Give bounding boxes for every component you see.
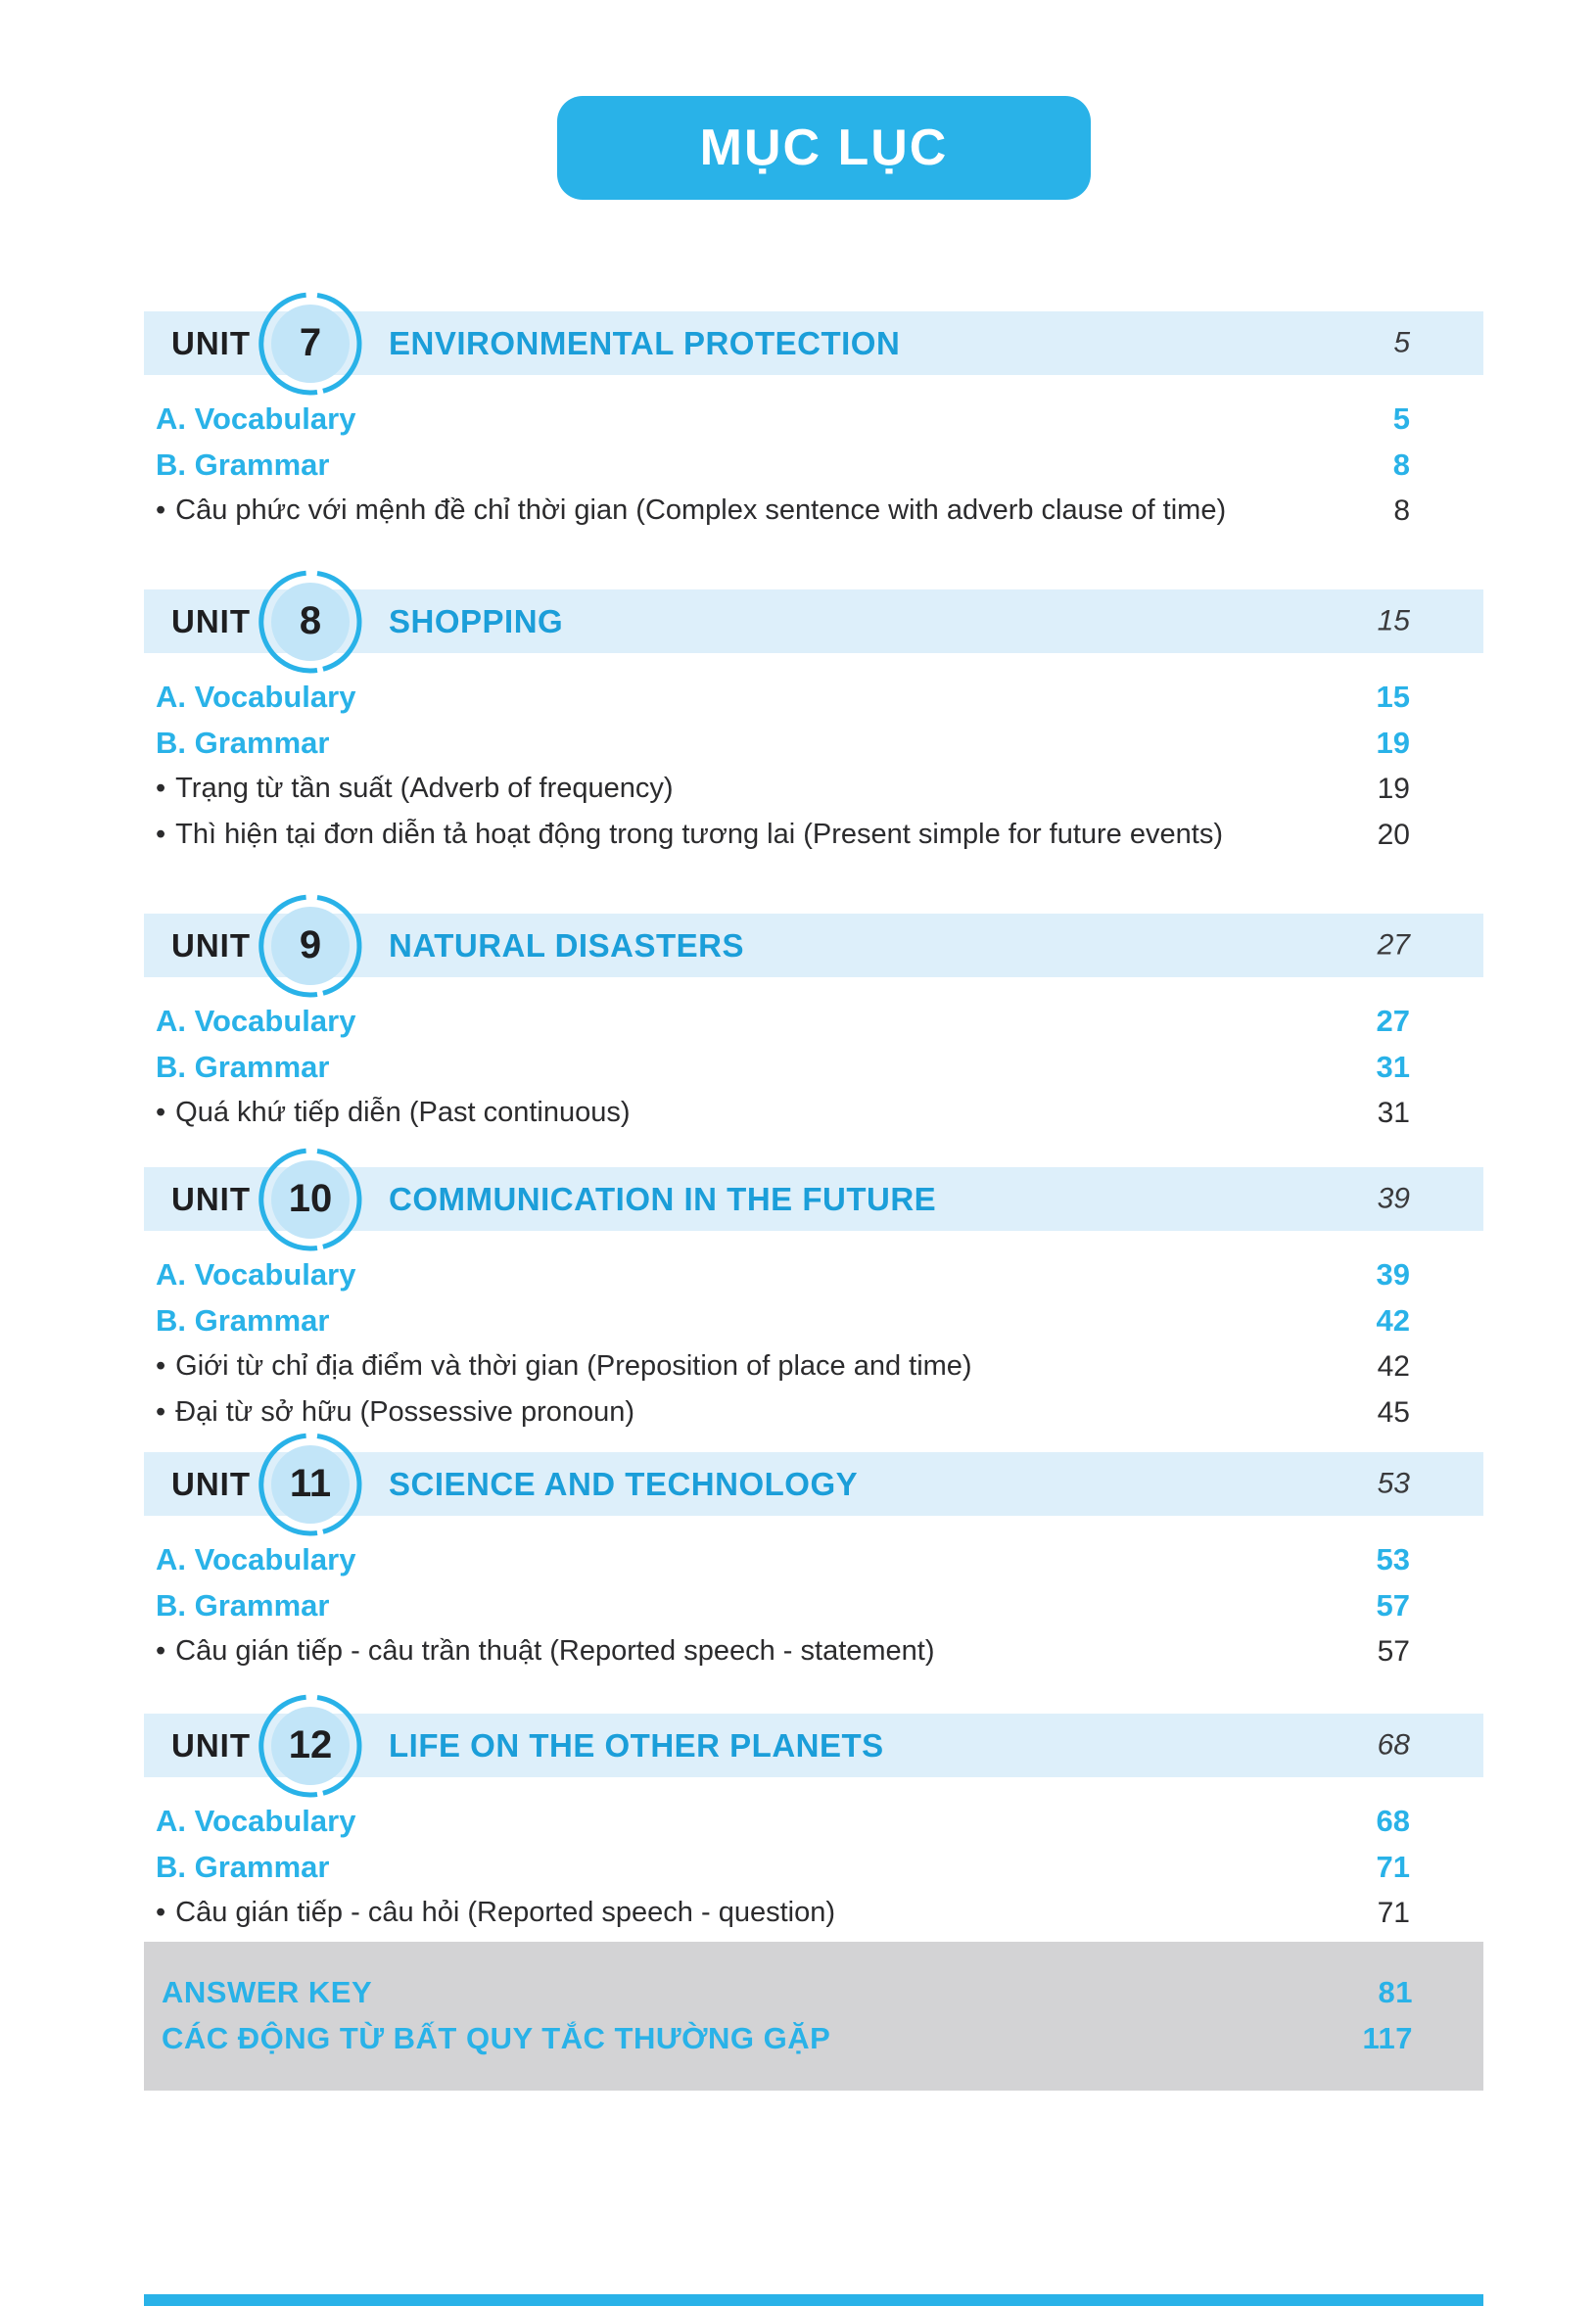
toc-row-label	[156, 1350, 1378, 1383]
unit-header-band	[144, 589, 1483, 653]
unit-number-badge	[257, 290, 364, 398]
toc-row-page-number: 45	[1377, 1395, 1410, 1429]
bullet-icon: •	[156, 1097, 166, 1128]
toc-row	[144, 1969, 1483, 2015]
bullet-icon: •	[156, 1350, 166, 1382]
toc-row	[144, 998, 1483, 1044]
toc-row-label: B. Grammar	[156, 447, 330, 482]
toc-row-page-number: 57	[1376, 1587, 1410, 1623]
toc-row-page-number: 31	[1377, 1096, 1410, 1129]
toc-row-label: A. Vocabulary	[156, 1541, 356, 1577]
unit-section-8	[144, 589, 1483, 858]
toc-row-text: Câu gián tiếp - câu hỏi (Reported speech - question)	[175, 1897, 835, 1928]
toc-row	[144, 1389, 1483, 1435]
bullet-icon: •	[156, 494, 166, 526]
page-title	[557, 96, 1091, 200]
toc-row-page-number: 20	[1377, 818, 1410, 851]
unit-rows	[144, 1536, 1483, 1674]
toc-row-label: A. Vocabulary	[156, 679, 356, 714]
toc-row	[144, 488, 1483, 534]
toc-row	[144, 674, 1483, 720]
unit-title: NATURAL DISASTERS	[389, 926, 744, 964]
unit-label: UNIT	[171, 602, 251, 639]
unit-header-band	[144, 1452, 1483, 1516]
bullet-icon: •	[156, 1396, 166, 1428]
toc-row-label: B. Grammar	[156, 1587, 330, 1623]
unit-title: LIFE ON THE OTHER PLANETS	[389, 1726, 884, 1764]
toc-row-label: B. Grammar	[156, 1849, 330, 1884]
toc-row-label: B. Grammar	[156, 1049, 330, 1084]
unit-label: UNIT	[171, 1726, 251, 1764]
toc-row-page-number: 68	[1376, 1803, 1410, 1838]
toc-row	[144, 1890, 1483, 1936]
answer-key-box	[144, 1942, 1483, 2091]
toc-row-page-number: 42	[1377, 1349, 1410, 1383]
unit-label: UNIT	[171, 324, 251, 361]
toc-row-label: B. Grammar	[156, 725, 330, 760]
toc-row-label	[156, 1396, 1378, 1429]
toc-row	[144, 1090, 1483, 1136]
unit-header-band	[144, 1167, 1483, 1231]
unit-section-9	[144, 914, 1483, 1136]
toc-row-text: Câu gián tiếp - câu trần thuật (Reported speech - statement)	[175, 1635, 935, 1667]
unit-page-number: 68	[1377, 1727, 1410, 1761]
toc-row-page-number: 57	[1377, 1634, 1410, 1668]
page-title-text: MỤC LỤC	[699, 119, 949, 176]
toc-row	[144, 1582, 1483, 1628]
unit-page-number: 27	[1377, 927, 1410, 961]
unit-label: UNIT	[171, 926, 251, 964]
unit-rows	[144, 674, 1483, 858]
toc-row-page-number: 19	[1377, 772, 1410, 805]
toc-row	[144, 766, 1483, 812]
toc-row	[144, 1044, 1483, 1090]
bullet-icon: •	[156, 1635, 166, 1667]
toc-row-text: Giới từ chỉ địa điểm và thời gian (Preposition of place and time)	[175, 1350, 972, 1382]
toc-row-page-number: 19	[1376, 725, 1410, 760]
unit-section-11	[144, 1452, 1483, 1674]
toc-row	[144, 1297, 1483, 1343]
toc-row	[144, 1628, 1483, 1674]
unit-number: 11	[289, 1462, 332, 1505]
unit-page-number: 5	[1393, 325, 1410, 358]
unit-title: SHOPPING	[389, 602, 564, 639]
toc-row-text: Quá khứ tiếp diễn (Past continuous)	[175, 1097, 631, 1128]
toc-row-page-number: 71	[1376, 1849, 1410, 1884]
bullet-icon: •	[156, 773, 166, 804]
toc-row-label	[156, 1635, 1378, 1668]
unit-title: SCIENCE AND TECHNOLOGY	[389, 1465, 859, 1502]
toc-row-page-number: 8	[1393, 494, 1410, 527]
toc-row	[144, 2015, 1483, 2061]
unit-label: UNIT	[171, 1465, 251, 1502]
unit-number: 7	[299, 321, 322, 364]
unit-number: 9	[299, 923, 322, 966]
toc-row-page-number: 42	[1376, 1302, 1410, 1338]
unit-page-number: 53	[1377, 1466, 1410, 1499]
bottom-accent-bar	[144, 2294, 1483, 2306]
unit-page-number: 15	[1377, 603, 1410, 636]
toc-row-label: CÁC ĐỘNG TỪ BẤT QUY TẮC THƯỜNG GẶP	[162, 2020, 831, 2055]
toc-row-page-number: 81	[1378, 1974, 1413, 2009]
bullet-icon: •	[156, 1897, 166, 1928]
toc-row	[144, 1798, 1483, 1844]
toc-row	[144, 720, 1483, 766]
unit-header-band	[144, 1714, 1483, 1777]
unit-rows	[144, 1798, 1483, 1936]
toc-row-page-number: 5	[1392, 400, 1410, 436]
unit-page-number: 39	[1377, 1181, 1410, 1214]
toc-row-label	[156, 1097, 1378, 1129]
toc-row	[144, 1536, 1483, 1582]
toc-row-text: Đại từ sở hữu (Possessive pronoun)	[175, 1396, 635, 1428]
toc-row-label	[156, 1897, 1378, 1929]
toc-row-text: Trạng từ tần suất (Adverb of frequency)	[175, 773, 674, 804]
bullet-icon: •	[156, 819, 166, 850]
unit-title: COMMUNICATION IN THE FUTURE	[389, 1180, 937, 1217]
toc-row	[144, 1343, 1483, 1389]
unit-header-band	[144, 914, 1483, 977]
toc-row-page-number: 27	[1376, 1003, 1410, 1038]
unit-section-7	[144, 311, 1483, 534]
toc-row-page-number: 117	[1362, 2020, 1413, 2055]
toc-row-page-number: 8	[1392, 447, 1410, 482]
unit-number-badge	[257, 1431, 364, 1538]
toc-row-label	[156, 819, 1378, 851]
unit-number: 10	[288, 1177, 333, 1220]
unit-title: ENVIRONMENTAL PROTECTION	[389, 324, 901, 361]
toc-row-page-number: 31	[1376, 1049, 1410, 1084]
toc-row	[144, 396, 1483, 442]
unit-number-badge	[257, 1692, 364, 1800]
unit-section-10	[144, 1167, 1483, 1435]
unit-number: 8	[299, 599, 322, 642]
unit-rows	[144, 998, 1483, 1136]
toc-row	[144, 812, 1483, 858]
toc-row-label: A. Vocabulary	[156, 1003, 356, 1038]
unit-section-12	[144, 1714, 1483, 1936]
toc-row	[144, 1844, 1483, 1890]
toc-row-page-number: 71	[1377, 1896, 1410, 1929]
unit-number-badge	[257, 568, 364, 676]
toc-row-label: A. Vocabulary	[156, 1256, 356, 1292]
toc-row	[144, 442, 1483, 488]
toc-row-text: Thì hiện tại đơn diễn tả hoạt động trong tương lai (Present simple for future events)	[175, 819, 1223, 850]
unit-number-badge	[257, 1146, 364, 1253]
unit-number-badge	[257, 892, 364, 1000]
toc-row-label: A. Vocabulary	[156, 1803, 356, 1838]
unit-rows	[144, 1251, 1483, 1435]
toc-row-page-number: 39	[1376, 1256, 1410, 1292]
unit-label: UNIT	[171, 1180, 251, 1217]
toc-row-label	[156, 494, 1393, 527]
toc-row-page-number: 53	[1376, 1541, 1410, 1577]
unit-rows	[144, 396, 1483, 534]
toc-row-text: Câu phức với mệnh đề chỉ thời gian (Complex sentence with adverb clause of time)	[175, 494, 1227, 526]
toc-row-label: ANSWER KEY	[162, 1974, 373, 2009]
unit-header-band	[144, 311, 1483, 375]
toc-row-label	[156, 773, 1378, 805]
toc-row	[144, 1251, 1483, 1297]
toc-row-label: A. Vocabulary	[156, 400, 356, 436]
unit-number: 12	[288, 1723, 333, 1766]
toc-row-label: B. Grammar	[156, 1302, 330, 1338]
toc-row-page-number: 15	[1376, 679, 1410, 714]
